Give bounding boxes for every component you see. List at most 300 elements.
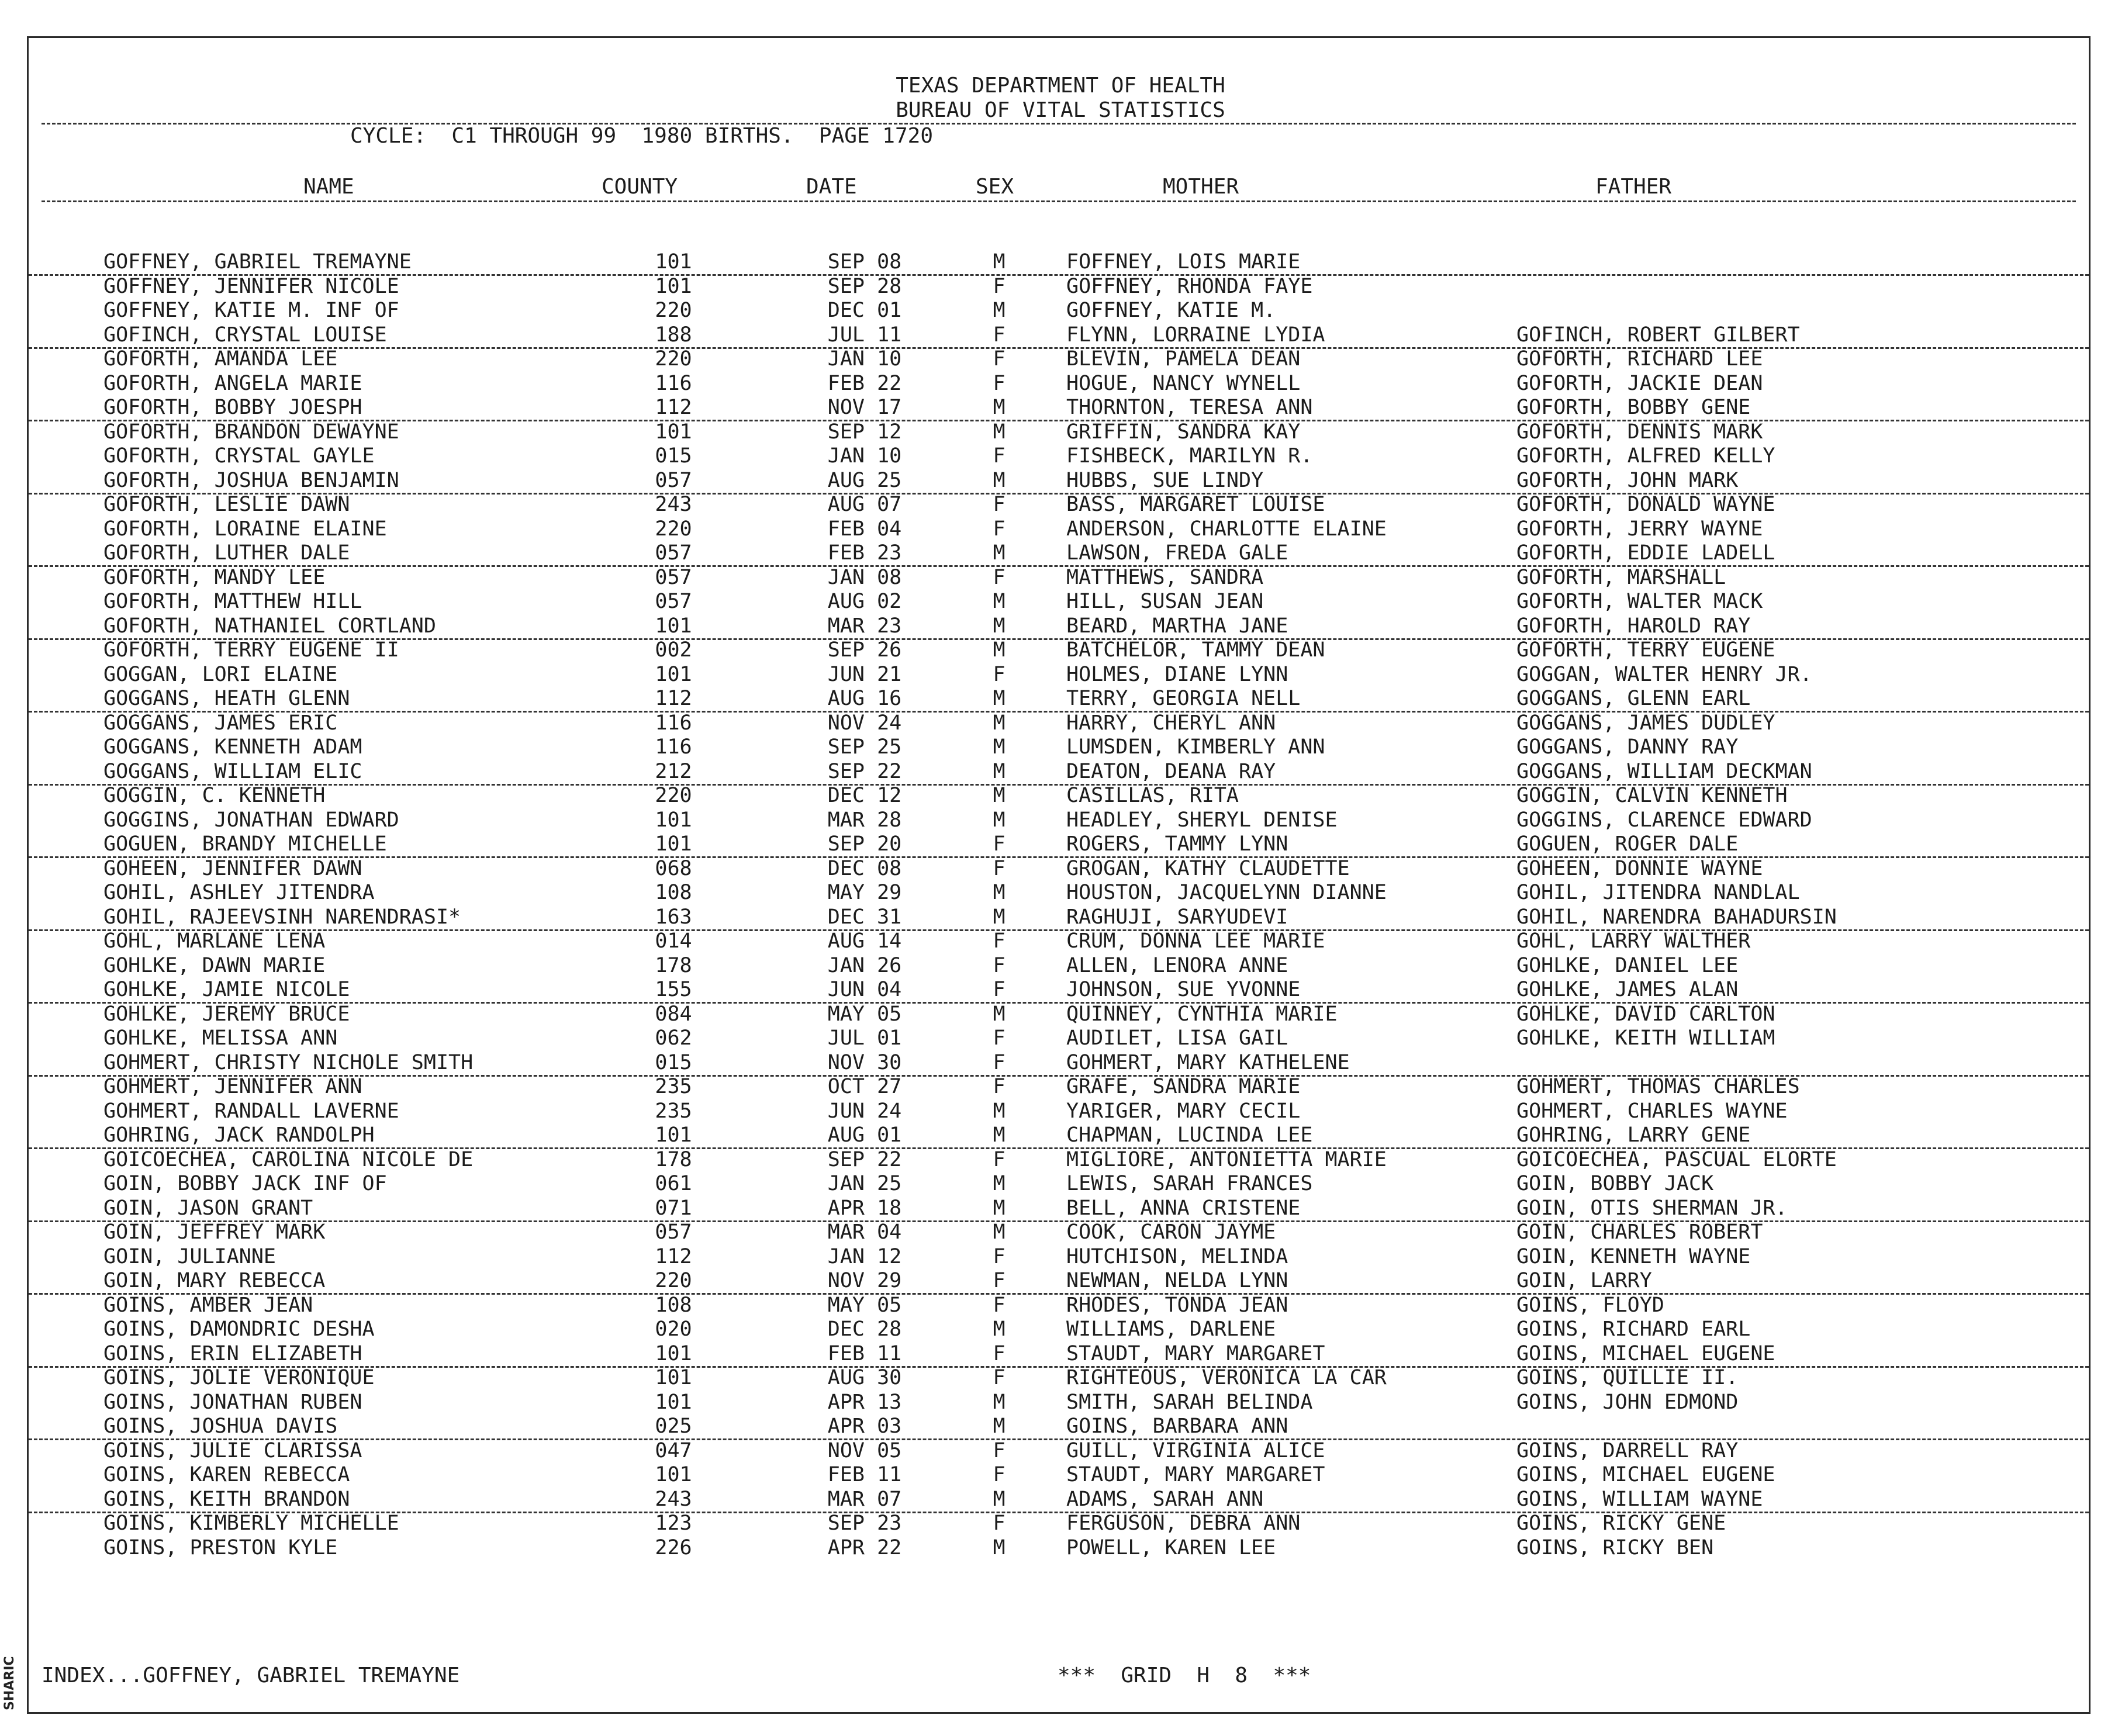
table-row — [29, 638, 2089, 662]
cell-sex: F — [993, 493, 1006, 516]
table-row — [29, 589, 2089, 614]
cell-father: GOINS, RICHARD EARL — [1516, 1317, 1751, 1341]
cell-name: GOHLKE, JEREMY BRUCE — [103, 1002, 350, 1026]
header-cycle: CYCLE: C1 THROUGH 99 1980 BIRTHS. PAGE 1720 — [350, 124, 933, 148]
cell-name: GOFORTH, BOBBY JOESPH — [103, 396, 362, 419]
cell-father: GOINS, RICKY BEN — [1516, 1536, 1714, 1559]
cell-date: FEB 22 — [827, 371, 902, 395]
table-row — [29, 953, 2089, 978]
cell-father: GOINS, QUILLIE II. — [1516, 1366, 1739, 1389]
cell-father: GOIN, BOBBY JACK — [1516, 1172, 1714, 1195]
cell-sex: F — [993, 1438, 1006, 1462]
table-row — [29, 662, 2089, 687]
cell-county: 071 — [655, 1196, 692, 1220]
cell-sex: M — [993, 759, 1006, 783]
cell-mother: MIGLIORE, ANTONIETTA MARIE — [1066, 1147, 1387, 1171]
cell-date: DEC 01 — [827, 299, 902, 322]
cell-sex: M — [993, 396, 1006, 419]
cell-father: GOFORTH, TERRY EUGENE — [1516, 638, 1775, 662]
cell-mother: FISHBECK, MARILYN R. — [1066, 444, 1313, 468]
cell-date: JUN 04 — [827, 978, 902, 1001]
cell-father: GOFORTH, JOHN MARK — [1516, 468, 1739, 492]
cell-mother: GUILL, VIRGINIA ALICE — [1066, 1438, 1325, 1462]
cell-county: 101 — [655, 1341, 692, 1365]
cell-county: 101 — [655, 250, 692, 274]
cell-mother: GRIFFIN, SANDRA KAY — [1066, 420, 1301, 444]
cell-date: SEP 25 — [827, 735, 902, 759]
cell-mother: CRUM, DONNA LEE MARIE — [1066, 929, 1325, 953]
cell-date: FEB 04 — [827, 517, 902, 541]
cell-county: 112 — [655, 1244, 692, 1268]
header-bureau: BUREAU OF VITAL STATISTICS — [896, 98, 1225, 122]
cell-sex: F — [993, 565, 1006, 589]
cell-county: 061 — [655, 1172, 692, 1195]
table-row — [29, 832, 2089, 858]
cell-sex: F — [993, 1026, 1006, 1050]
cell-name: GOFORTH, NATHANIEL CORTLAND — [103, 614, 436, 638]
cell-sex: M — [993, 468, 1006, 492]
cell-name: GOGGANS, HEATH GLENN — [103, 687, 350, 710]
cell-sex: M — [993, 541, 1006, 565]
cell-date: NOV 17 — [827, 396, 902, 419]
cell-name: GOFORTH, LESLIE DAWN — [103, 493, 350, 516]
cell-father: GOGGAN, WALTER HENRY JR. — [1516, 662, 1812, 686]
cell-sex: M — [993, 1317, 1006, 1341]
cell-date: JAN 26 — [827, 953, 902, 977]
cell-father: GOINS, MICHAEL EUGENE — [1516, 1341, 1775, 1365]
cell-name: GOINS, KAREN REBECCA — [103, 1463, 350, 1486]
cell-father: GOFORTH, HAROLD RAY — [1516, 614, 1751, 638]
cell-mother: STAUDT, MARY MARGARET — [1066, 1463, 1325, 1486]
cell-name: GOHLKE, JAMIE NICOLE — [103, 978, 350, 1001]
table-row — [29, 541, 2089, 567]
cell-date: JAN 08 — [827, 565, 902, 589]
cell-mother: HOUSTON, JACQUELYNN DIANNE — [1066, 881, 1387, 904]
cell-date: JUN 24 — [827, 1099, 902, 1123]
cell-county: 178 — [655, 1147, 692, 1171]
cell-date: DEC 31 — [827, 905, 902, 929]
cell-sex: F — [993, 1244, 1006, 1268]
table-row — [29, 759, 2089, 786]
table-row — [29, 468, 2089, 494]
cell-county: 188 — [655, 323, 692, 347]
cell-mother: BATCHELOR, TAMMY DEAN — [1066, 638, 1325, 662]
cell-county: 116 — [655, 711, 692, 735]
table-row — [29, 420, 2089, 444]
table-row — [29, 1147, 2089, 1172]
cell-name: GOGGIN, C. KENNETH — [103, 784, 326, 807]
cell-name: GOINS, JOSHUA DAVIS — [103, 1415, 338, 1438]
cell-name: GOIN, JEFFREY MARK — [103, 1220, 326, 1244]
cell-sex: F — [993, 347, 1006, 371]
cell-mother: BELL, ANNA CRISTENE — [1066, 1196, 1301, 1220]
cell-name: GOGGINS, JONATHAN EDWARD — [103, 808, 399, 832]
table-row — [29, 856, 2089, 881]
footer-index: INDEX...GOFFNEY, GABRIEL TREMAYNE — [42, 1664, 460, 1687]
cell-sex: F — [993, 978, 1006, 1001]
cell-county: 057 — [655, 541, 692, 565]
table-row — [29, 323, 2089, 349]
cell-mother: COOK, CARON JAYME — [1066, 1220, 1276, 1244]
cell-county: 101 — [655, 1463, 692, 1486]
cell-name: GOFORTH, LUTHER DALE — [103, 541, 350, 565]
cell-father: GOFORTH, BOBBY GENE — [1516, 396, 1751, 419]
cell-father: GOINS, JOHN EDMOND — [1516, 1390, 1739, 1414]
table-row — [29, 1511, 2089, 1536]
table-row — [29, 880, 2089, 905]
cell-father: GOIN, LARRY — [1516, 1269, 1652, 1292]
cell-date: SEP 22 — [827, 759, 902, 783]
cell-county: 212 — [655, 759, 692, 783]
cell-sex: F — [993, 444, 1006, 468]
column-header-mother: MOTHER — [1163, 175, 1239, 199]
cell-mother: ANDERSON, CHARLOTTE ELAINE — [1066, 517, 1387, 541]
cell-county: 101 — [655, 662, 692, 686]
cell-sex: M — [993, 905, 1006, 929]
cell-county: 084 — [655, 1002, 692, 1026]
cell-sex: F — [993, 832, 1006, 856]
cell-name: GOHL, MARLANE LENA — [103, 929, 326, 953]
cell-mother: FLYNN, LORRAINE LYDIA — [1066, 323, 1325, 347]
birth-records-table — [29, 38, 2089, 1712]
cell-name: GOIN, BOBBY JACK INF OF — [103, 1172, 387, 1195]
cell-date: AUG 14 — [827, 929, 902, 953]
cell-name: GOFORTH, LORAINE ELAINE — [103, 517, 387, 541]
table-row — [29, 1026, 2089, 1050]
cell-father: GOHIL, JITENDRA NANDLAL — [1516, 881, 1800, 904]
cell-sex: M — [993, 687, 1006, 710]
cell-sex: F — [993, 274, 1006, 298]
cell-sex: F — [993, 1512, 1006, 1535]
table-row — [29, 1268, 2089, 1295]
cell-sex: M — [993, 1196, 1006, 1220]
cell-county: 101 — [655, 808, 692, 832]
footer-grid: *** GRID H 8 *** — [1058, 1664, 1311, 1687]
cell-sex: M — [993, 1487, 1006, 1511]
table-row — [29, 1171, 2089, 1196]
cell-county: 220 — [655, 784, 692, 807]
cell-father: GOFORTH, ALFRED KELLY — [1516, 444, 1775, 468]
cell-date: DEC 08 — [827, 856, 902, 880]
cell-name: GOICOECHEA, CAROLINA NICOLE DE — [103, 1147, 474, 1171]
cell-mother: JOHNSON, SUE YVONNE — [1066, 978, 1301, 1001]
cell-mother: CASILLAS, RITA — [1066, 784, 1239, 807]
cell-name: GOHLKE, MELISSA ANN — [103, 1026, 338, 1050]
cell-sex: M — [993, 784, 1006, 807]
cell-mother: LAWSON, FREDA GALE — [1066, 541, 1288, 565]
cell-sex: M — [993, 590, 1006, 613]
cell-date: DEC 12 — [827, 784, 902, 807]
side-tag: SHARIC — [2, 1656, 17, 1711]
cell-father: GOHLKE, JAMES ALAN — [1516, 978, 1739, 1001]
cell-county: 068 — [655, 856, 692, 880]
cell-name: GOHIL, RAJEEVSINH NARENDRASI* — [103, 905, 461, 929]
cell-date: SEP 22 — [827, 1147, 902, 1171]
cell-county: 155 — [655, 978, 692, 1001]
cell-name: GOHRING, JACK RANDOLPH — [103, 1123, 375, 1147]
cell-father: GOFORTH, RICHARD LEE — [1516, 347, 1763, 371]
cell-county: 101 — [655, 1366, 692, 1389]
cell-name: GOHLKE, DAWN MARIE — [103, 953, 326, 977]
table-row — [29, 1244, 2089, 1269]
cell-sex: M — [993, 299, 1006, 322]
cell-date: AUG 16 — [827, 687, 902, 710]
cell-father: GOHLKE, DANIEL LEE — [1516, 953, 1739, 977]
cell-date: FEB 11 — [827, 1341, 902, 1365]
cell-mother: RIGHTEOUS, VERONICA LA CAR — [1066, 1366, 1387, 1389]
cell-mother: GOFFNEY, RHONDA FAYE — [1066, 274, 1313, 298]
cell-mother: ALLEN, LENORA ANNE — [1066, 953, 1288, 977]
cell-date: JUL 01 — [827, 1026, 902, 1050]
cell-county: 014 — [655, 929, 692, 953]
table-row — [29, 1074, 2089, 1099]
cell-county: 062 — [655, 1026, 692, 1050]
cell-sex: M — [993, 1536, 1006, 1559]
cell-mother: BLEVIN, PAMELA DEAN — [1066, 347, 1301, 371]
cell-father: GOHLKE, KEITH WILLIAM — [1516, 1026, 1775, 1050]
cell-date: JAN 12 — [827, 1244, 902, 1268]
cell-name: GOINS, ERIN ELIZABETH — [103, 1341, 362, 1365]
cell-date: SEP 28 — [827, 274, 902, 298]
cell-name: GOHMERT, RANDALL LAVERNE — [103, 1099, 399, 1123]
cell-sex: M — [993, 1002, 1006, 1026]
cell-name: GOINS, KIMBERLY MICHELLE — [103, 1512, 399, 1535]
cell-father: GOHEEN, DONNIE WAYNE — [1516, 856, 1763, 880]
cell-father: GOIN, OTIS SHERMAN JR. — [1516, 1196, 1788, 1220]
table-row — [29, 1438, 2089, 1463]
cell-date: JUL 11 — [827, 323, 902, 347]
cell-father: GOFORTH, JACKIE DEAN — [1516, 371, 1763, 395]
cell-sex: M — [993, 711, 1006, 735]
cell-name: GOINS, JULIE CLARISSA — [103, 1438, 362, 1462]
table-row — [29, 1536, 2089, 1560]
cell-county: 116 — [655, 371, 692, 395]
cell-sex: M — [993, 250, 1006, 274]
cell-name: GOINS, PRESTON KYLE — [103, 1536, 338, 1559]
table-row — [29, 1462, 2089, 1487]
cell-county: 015 — [655, 444, 692, 468]
cell-father: GOFORTH, EDDIE LADELL — [1516, 541, 1775, 565]
table-row — [29, 1414, 2089, 1440]
cell-date: FEB 11 — [827, 1463, 902, 1486]
table-row — [29, 1002, 2089, 1026]
cell-county: 101 — [655, 832, 692, 856]
cell-date: NOV 29 — [827, 1269, 902, 1292]
cell-county: 101 — [655, 420, 692, 444]
cell-name: GOINS, KEITH BRANDON — [103, 1487, 350, 1511]
cell-county: 220 — [655, 347, 692, 371]
cell-date: NOV 05 — [827, 1438, 902, 1462]
cell-county: 226 — [655, 1536, 692, 1559]
cell-sex: M — [993, 735, 1006, 759]
cell-mother: WILLIAMS, DARLENE — [1066, 1317, 1276, 1341]
cell-date: AUG 01 — [827, 1123, 902, 1147]
cell-name: GOFFNEY, JENNIFER NICOLE — [103, 274, 399, 298]
cell-date: SEP 08 — [827, 250, 902, 274]
cell-date: NOV 24 — [827, 711, 902, 735]
cell-sex: M — [993, 1390, 1006, 1414]
cell-mother: FERGUSON, DEBRA ANN — [1066, 1512, 1301, 1535]
cell-county: 101 — [655, 614, 692, 638]
table-row — [29, 614, 2089, 640]
cell-county: 002 — [655, 638, 692, 662]
cell-name: GOFORTH, CRYSTAL GAYLE — [103, 444, 375, 468]
cell-mother: HOGUE, NANCY WYNELL — [1066, 371, 1301, 395]
cell-father: GOGGANS, WILLIAM DECKMAN — [1516, 759, 1812, 783]
cell-date: SEP 20 — [827, 832, 902, 856]
cell-name: GOFFNEY, KATIE M. INF OF — [103, 299, 399, 322]
cell-mother: HOLMES, DIANE LYNN — [1066, 662, 1288, 686]
cell-sex: M — [993, 1123, 1006, 1147]
cell-county: 057 — [655, 468, 692, 492]
column-header-sex: SEX — [976, 175, 1014, 199]
cell-date: OCT 27 — [827, 1075, 902, 1098]
cell-date: AUG 25 — [827, 468, 902, 492]
cell-date: SEP 12 — [827, 420, 902, 444]
table-row — [29, 1220, 2089, 1244]
cell-date: JAN 10 — [827, 444, 902, 468]
cell-sex: F — [993, 371, 1006, 395]
cell-mother: GRAFE, SANDRA MARIE — [1066, 1075, 1301, 1098]
cell-sex: M — [993, 1172, 1006, 1195]
cell-date: APR 22 — [827, 1536, 902, 1559]
cell-mother: QUINNEY, CYNTHIA MARIE — [1066, 1002, 1338, 1026]
table-row — [29, 492, 2089, 517]
cell-name: GOIN, MARY REBECCA — [103, 1269, 326, 1292]
table-row — [29, 1293, 2089, 1317]
cell-name: GOFORTH, TERRY EUGENE II — [103, 638, 399, 662]
cell-sex: M — [993, 1415, 1006, 1438]
cell-county: 112 — [655, 687, 692, 710]
cell-date: JAN 10 — [827, 347, 902, 371]
cell-father: GOGGANS, JAMES DUDLEY — [1516, 711, 1775, 735]
cell-name: GOFORTH, ANGELA MARIE — [103, 371, 362, 395]
cell-mother: LUMSDEN, KIMBERLY ANN — [1066, 735, 1325, 759]
table-row — [29, 711, 2089, 735]
cell-county: 047 — [655, 1438, 692, 1462]
table-row — [29, 929, 2089, 953]
table-row — [29, 905, 2089, 931]
cell-mother: DEATON, DEANA RAY — [1066, 759, 1276, 783]
cell-county: 108 — [655, 881, 692, 904]
cell-name: GOINS, JONATHAN RUBEN — [103, 1390, 362, 1414]
cell-father: GOINS, MICHAEL EUGENE — [1516, 1463, 1775, 1486]
cell-mother: BEARD, MARTHA JANE — [1066, 614, 1288, 638]
cell-mother: LEWIS, SARAH FRANCES — [1066, 1172, 1313, 1195]
table-row — [29, 1317, 2089, 1341]
table-row — [29, 274, 2089, 299]
cell-date: AUG 07 — [827, 493, 902, 516]
cell-date: MAR 04 — [827, 1220, 902, 1244]
cell-mother: BASS, MARGARET LOUISE — [1066, 493, 1325, 516]
cell-name: GOHMERT, CHRISTY NICHOLE SMITH — [103, 1050, 474, 1074]
cell-mother: HUTCHISON, MELINDA — [1066, 1244, 1288, 1268]
cell-county: 015 — [655, 1050, 692, 1074]
cell-name: GOGGANS, WILLIAM ELIC — [103, 759, 362, 783]
cell-mother: HUBBS, SUE LINDY — [1066, 468, 1264, 492]
cell-name: GOHEEN, JENNIFER DAWN — [103, 856, 362, 880]
cell-father: GOGGANS, DANNY RAY — [1516, 735, 1739, 759]
table-row — [29, 347, 2089, 371]
table-row — [29, 250, 2089, 276]
cell-date: MAR 28 — [827, 808, 902, 832]
cell-sex: F — [993, 517, 1006, 541]
column-header-date: DATE — [806, 175, 857, 199]
cell-date: SEP 26 — [827, 638, 902, 662]
table-row — [29, 1196, 2089, 1222]
cell-father: GOGGIN, CALVIN KENNETH — [1516, 784, 1788, 807]
cell-mother: HEADLEY, SHERYL DENISE — [1066, 808, 1338, 832]
cell-county: 123 — [655, 1512, 692, 1535]
cell-mother: YARIGER, MARY CECIL — [1066, 1099, 1301, 1123]
cell-date: APR 13 — [827, 1390, 902, 1414]
cell-county: 116 — [655, 735, 692, 759]
cell-name: GOGGANS, KENNETH ADAM — [103, 735, 362, 759]
cell-name: GOINS, AMBER JEAN — [103, 1293, 313, 1317]
cell-father: GOFORTH, DONALD WAYNE — [1516, 493, 1775, 516]
cell-sex: M — [993, 1220, 1006, 1244]
table-row — [29, 371, 2089, 396]
cell-county: 057 — [655, 590, 692, 613]
cell-sex: F — [993, 1075, 1006, 1098]
cell-date: SEP 23 — [827, 1512, 902, 1535]
cell-name: GOINS, DAMONDRIC DESHA — [103, 1317, 375, 1341]
cell-mother: GOFFNEY, KATIE M. — [1066, 299, 1276, 322]
cell-county: 020 — [655, 1317, 692, 1341]
cell-mother: HARRY, CHERYL ANN — [1066, 711, 1276, 735]
cell-name: GOFORTH, JOSHUA BENJAMIN — [103, 468, 399, 492]
cell-name: GOFORTH, MATTHEW HILL — [103, 590, 362, 613]
cell-name: GOHIL, ASHLEY JITENDRA — [103, 881, 375, 904]
cell-date: JAN 25 — [827, 1172, 902, 1195]
cell-sex: F — [993, 1269, 1006, 1292]
cell-name: GOFORTH, BRANDON DEWAYNE — [103, 420, 399, 444]
table-row — [29, 395, 2089, 421]
cell-sex: F — [993, 1050, 1006, 1074]
cell-name: GOGUEN, BRANDY MICHELLE — [103, 832, 387, 856]
cell-county: 235 — [655, 1075, 692, 1098]
cell-county: 163 — [655, 905, 692, 929]
cell-county: 220 — [655, 517, 692, 541]
table-row — [29, 1050, 2089, 1077]
cell-name: GOINS, JOLIE VERONIQUE — [103, 1366, 375, 1389]
cell-sex: F — [993, 1341, 1006, 1365]
cell-mother: GROGAN, KATHY CLAUDETTE — [1066, 856, 1350, 880]
table-row — [29, 1487, 2089, 1513]
cell-father: GOHMERT, THOMAS CHARLES — [1516, 1075, 1800, 1098]
table-row — [29, 1365, 2089, 1390]
cell-father: GOINS, RICKY GENE — [1516, 1512, 1726, 1535]
cell-father: GOGGINS, CLARENCE EDWARD — [1516, 808, 1812, 832]
cell-county: 220 — [655, 1269, 692, 1292]
cell-father: GOINS, WILLIAM WAYNE — [1516, 1487, 1763, 1511]
cell-father: GOIN, CHARLES ROBERT — [1516, 1220, 1763, 1244]
cell-sex: M — [993, 420, 1006, 444]
cell-mother: SMITH, SARAH BELINDA — [1066, 1390, 1313, 1414]
cell-name: GOFORTH, MANDY LEE — [103, 565, 326, 589]
cell-mother: RAGHUJI, SARYUDEVI — [1066, 905, 1288, 929]
cell-date: APR 03 — [827, 1415, 902, 1438]
document-page — [27, 36, 2091, 1714]
cell-county: 057 — [655, 1220, 692, 1244]
cell-date: APR 18 — [827, 1196, 902, 1220]
table-row — [29, 783, 2089, 808]
cell-father: GOFORTH, WALTER MACK — [1516, 590, 1763, 613]
cell-date: JUN 21 — [827, 662, 902, 686]
cell-father: GOFORTH, DENNIS MARK — [1516, 420, 1763, 444]
cell-father: GOINS, DARRELL RAY — [1516, 1438, 1739, 1462]
cell-county: 101 — [655, 1123, 692, 1147]
